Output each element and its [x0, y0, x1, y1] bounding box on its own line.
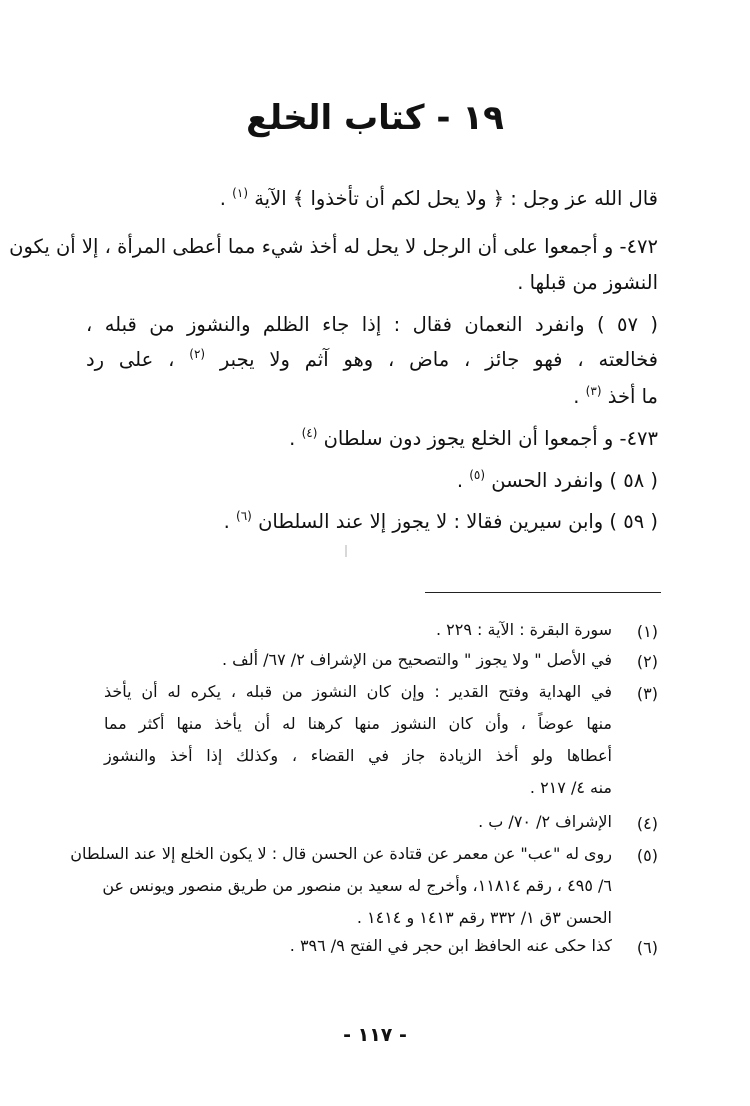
footnote-ref-1: (١) [232, 186, 248, 200]
p57-line3-tail: . [573, 385, 580, 408]
p59-tail: . [223, 510, 230, 533]
verse-text: قال الله عز وجل : ﴿ ولا يحل لكم أن تأخذوا ﴾ الآية [254, 187, 658, 210]
footnote-number-1: (١) [636, 622, 658, 641]
footnote-2-line-1: في الأصل " ولا يجوز " والتصحيح من الإشراف ٢/ ٦٧/ ألف . [222, 650, 612, 669]
footnote-3-line-3: أعطاها ولو أخذ الزيادة جاز في القضاء ، وكذلك إذا أخذ والنشوز [104, 746, 612, 765]
footnote-3-line-4: منه ٤/ ٢١٧ . [529, 778, 612, 797]
paragraph-57-line-2 [86, 345, 658, 377]
p473-text: ٤٧٣- و أجمعوا أن الخلع يجوز دون سلطان [323, 427, 658, 450]
p473-tail: . [289, 427, 296, 450]
footnote-number-4: (٤) [636, 814, 658, 833]
paragraph-57-line-1: ( ٥٧ ) وانفرد النعمان فقال : إذا جاء الظلم والنشوز من قبله ، [86, 313, 658, 336]
paragraph-473 [86, 424, 658, 456]
footnote-3-line-1: في الهداية وفتح القدير : وإن كان النشوز من قبله ، يكره له أن يأخذ [104, 682, 612, 701]
footnote-3-line-2: منها عوضاً ، وأن كان النشوز منها كرهنا له أن يأخذ منها أكثر مما [104, 714, 612, 733]
p57-line2-tail: ، على رد [86, 348, 175, 371]
p59-text: ( ٥٩ ) وابن سيرين فقالا : لا يجوز إلا عند السلطان [258, 510, 658, 533]
footnote-ref-4: (٤) [301, 426, 318, 440]
p57-line2-text: فخالعته ، فهو جائز ، ماض ، وهو آثم ولا يجبر [219, 348, 658, 371]
p57-line3-text: ما أخذ [607, 385, 658, 408]
paragraph-57-line-3 [86, 382, 658, 414]
footnote-ref-3: (٣) [585, 384, 602, 398]
page-number: - ١١٧ - [343, 1024, 407, 1046]
footnote-number-6: (٦) [636, 938, 658, 957]
footnote-number-5: (٥) [636, 846, 658, 865]
footnote-4-line-1: الإشراف ٢/ ٧٠/ ب . [478, 812, 612, 831]
footnote-ref-2: (٢) [189, 347, 206, 361]
footnote-number-3: (٣) [636, 684, 658, 703]
footnote-separator [425, 592, 661, 593]
quran-verse-line [86, 184, 658, 216]
paragraph-472-line-1: ٤٧٢- و أجمعوا على أن الرجل لا يحل له أخذ شيء مما أعطى المرأة ، إلا أن يكون [9, 235, 658, 258]
footnote-ref-5: (٥) [469, 468, 486, 482]
verse-end: . [219, 187, 226, 210]
footnote-ref-6: (٦) [236, 509, 252, 523]
footnote-5-line-2: ٦/ ٤٩٥ ، رقم ١١٨١٤، وأخرج له سعيد بن منصور من طريق منصور ويونس عن [102, 876, 612, 895]
footnote-5-line-3: الحسن ٣ق ١/ ٣٣٢ رقم ١٤١٣ و ١٤١٤ . [356, 908, 612, 927]
paragraph-472-line-2: النشوز من قبلها . [517, 271, 658, 294]
scan-mark [345, 545, 347, 557]
paragraph-59 [86, 507, 658, 539]
p58-tail: . [456, 469, 464, 492]
p58-text: ( ٥٨ ) وانفرد الحسن [491, 469, 658, 492]
paragraph-58 [86, 466, 658, 498]
footnote-5-line-1: روى له "عب" عن معمر عن قتادة عن الحسن قال : لا يكون الخلع إلا عند السلطان [70, 844, 612, 863]
footnote-1-line-1: سورة البقرة : الآية : ٢٢٩ . [436, 620, 612, 639]
chapter-title: ١٩ - كتاب الخلع [246, 98, 504, 138]
footnote-number-2: (٢) [636, 652, 658, 671]
footnote-6-line-1: كذا حكى عنه الحافظ ابن حجر في الفتح ٩/ ٣٩٦ . [289, 936, 612, 955]
